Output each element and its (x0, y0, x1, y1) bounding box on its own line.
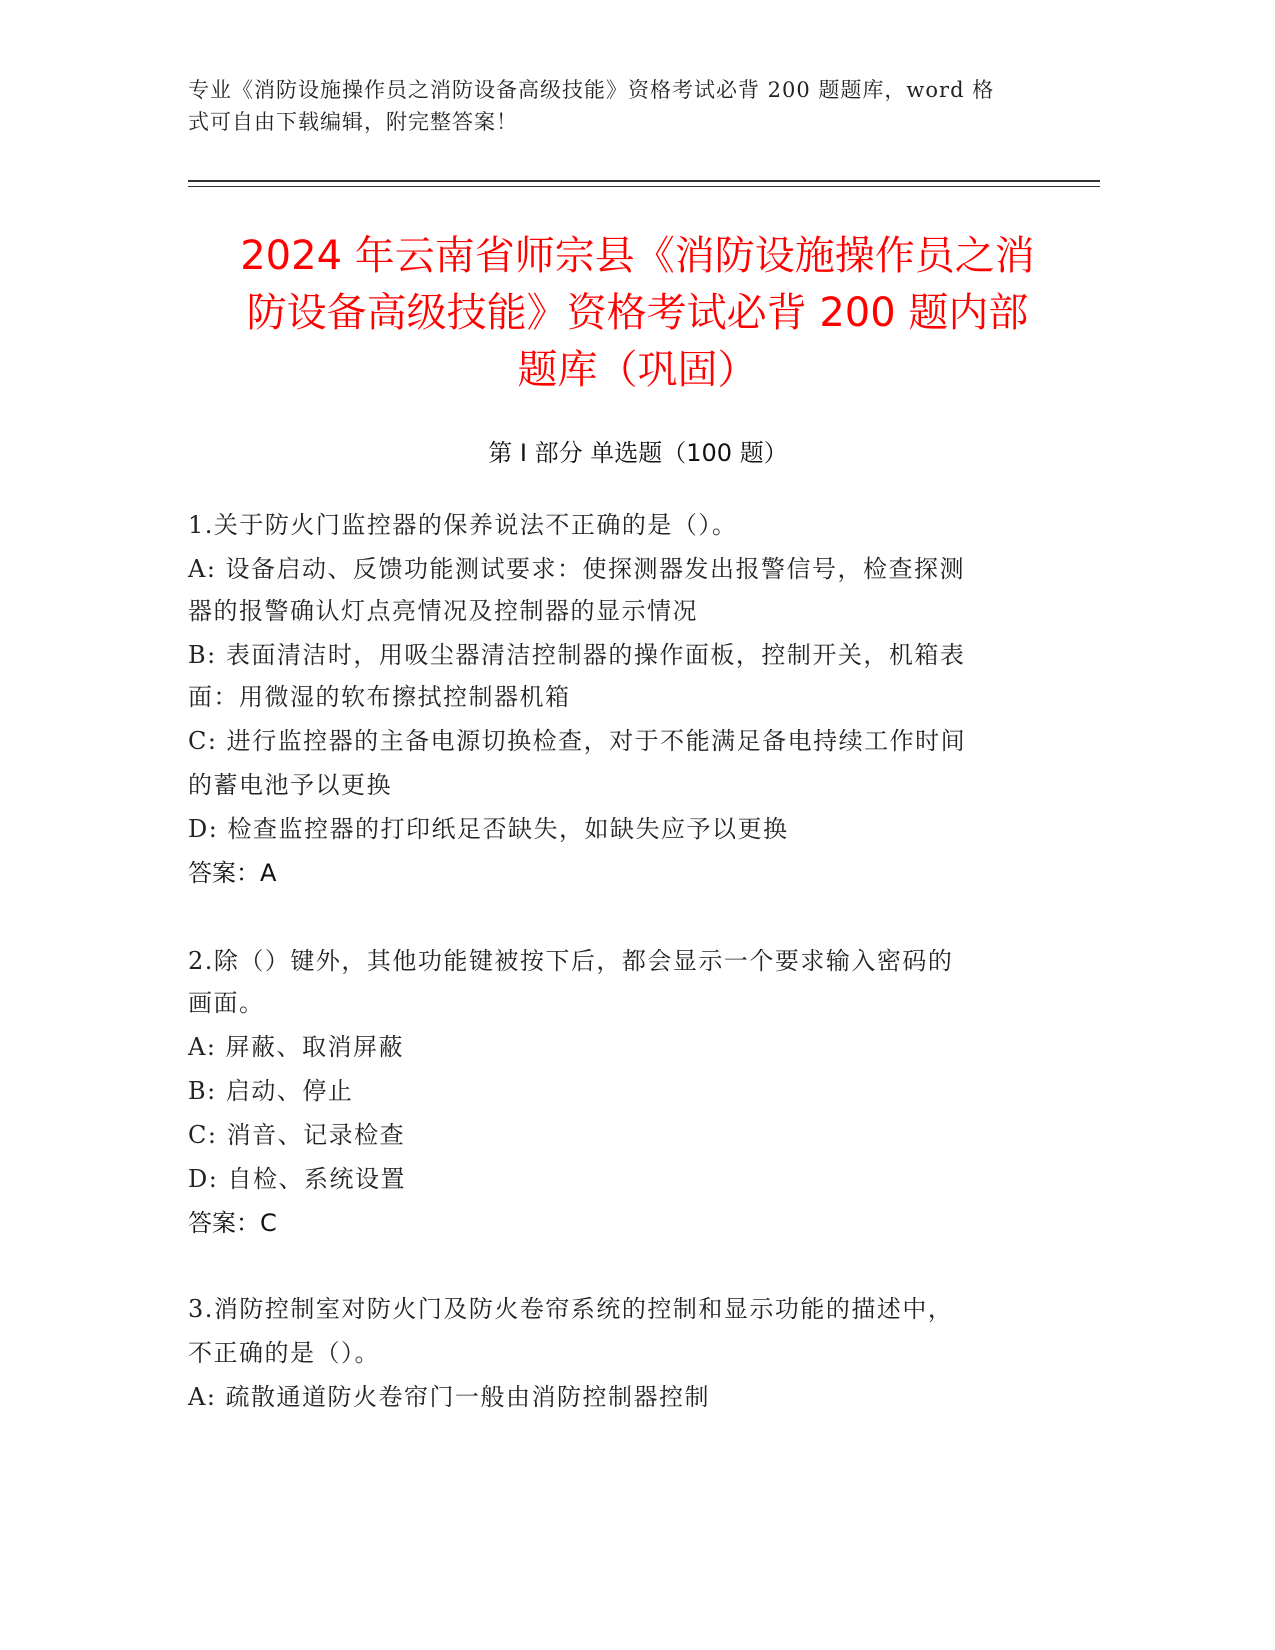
question-1-option-b: B: 表面清洁时，用吸尘器清洁控制器的操作面板，控制开关，机箱表 (188, 641, 966, 669)
question-2-answer: 答案：C (188, 1209, 277, 1237)
question-3-stem-cont: 不正确的是（）。 (188, 1339, 380, 1367)
header-divider-thin (188, 186, 1100, 187)
document-title-line: 2024 年云南省师宗县《消防设施操作员之消 (240, 233, 1035, 279)
question-3-stem: 3.消防控制室对防火门及防火卷帘系统的控制和显示功能的描述中， (188, 1295, 954, 1323)
question-1-stem: 1.关于防火门监控器的保养说法不正确的是（）。 (188, 511, 738, 539)
question-2-option-c: C: 消音、记录检查 (188, 1121, 406, 1149)
document-title (170, 228, 1105, 399)
document-title-line: 题库（巩固） (517, 347, 758, 393)
question-1-answer: 答案：A (188, 859, 277, 887)
question-1-option-a-cont: 器的报警确认灯点亮情况及控制器的显示情况 (188, 597, 698, 625)
question-1-option-a: A: 设备启动、反馈功能测试要求：使探测器发出报警信号，检查探测 (188, 555, 966, 583)
question-2-option-b: B: 启动、停止 (188, 1077, 354, 1105)
question-3-option-a: A: 疏散通道防火卷帘门一般由消防控制器控制 (188, 1383, 711, 1411)
section-heading: 第 I 部分 单选题（100 题） (488, 439, 788, 467)
question-1-option-b-cont: 面：用微湿的软布擦拭控制器机箱 (188, 683, 571, 711)
question-2-option-d: D: 自检、系统设置 (188, 1165, 406, 1193)
header-note-line: 专业《消防设施操作员之消防设备高级技能》资格考试必背 200 题题库，word 格 (188, 78, 995, 102)
question-1-option-c-cont: 的蓄电池予以更换 (188, 771, 392, 799)
question-2-stem-cont: 画面。 (188, 989, 265, 1017)
header-note (188, 74, 1068, 138)
document-title-line: 防设备高级技能》资格考试必背 200 题内部 (246, 290, 1029, 336)
question-2-stem: 2.除（）键外，其他功能键被按下后，都会显示一个要求输入密码的 (188, 947, 954, 975)
question-1-option-c: C: 进行监控器的主备电源切换检查，对于不能满足备电持续工作时间 (188, 727, 967, 755)
question-2-option-a: A: 屏蔽、取消屏蔽 (188, 1033, 405, 1061)
header-note-line: 式可自由下载编辑，附完整答案！ (188, 110, 518, 134)
header-divider-thick (188, 180, 1100, 182)
question-1-option-d: D: 检查监控器的打印纸足否缺失，如缺失应予以更换 (188, 815, 789, 843)
